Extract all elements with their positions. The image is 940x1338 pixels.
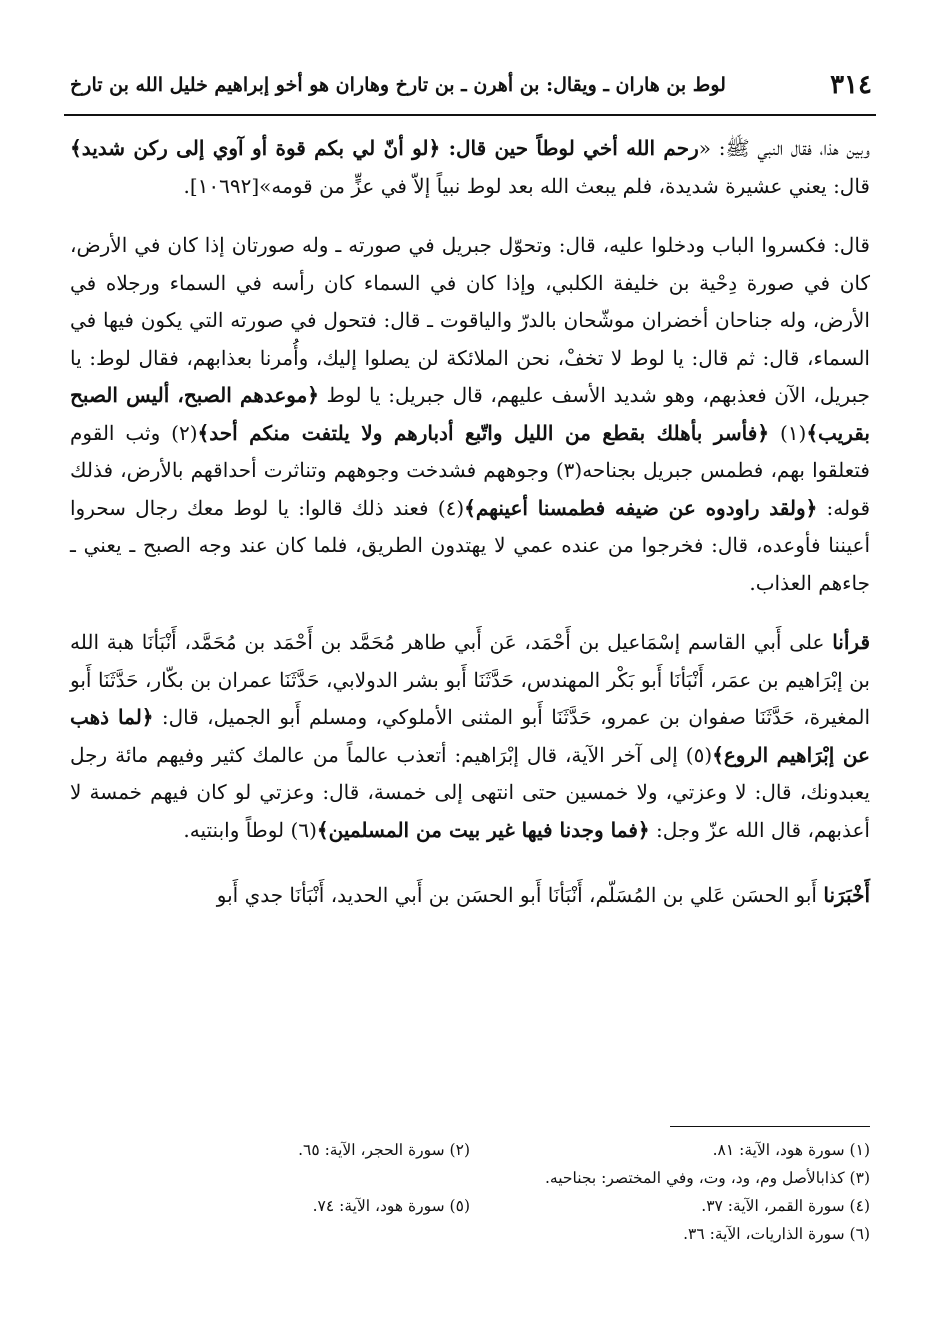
footnote-4: (٤) سورة القمر، الآية: ٣٧. [701,1197,870,1215]
header-rule [64,114,876,116]
quoted-phrase: قرأنا [832,630,870,654]
footnote-row [70,1220,870,1248]
quoted-phrase: ﴿ولقد راودوه عن ضيفه فطمسنا أعينهم﴾ [464,495,818,520]
text-run: (٥) إلى آخر الآية، قال إبْرَاهيم: أتعذب عالماً من عالمك كثير وفيهم مائة رجل يعبدونك، قال: لا وعزتي، ولا خمسين حتى انتهى إلى خمسة، قال: وعزتي لو كان فيهم خمسة لا أعذبهم، قال الله عزّ وجل: [70,742,870,842]
footnote-1: (١) سورة هود، الآية: ٨١. [712,1141,870,1159]
text-run: قال: يعني عشيرة شديدة، فلم يبعث الله بعد لوط نبياً إلاّ في عزٍّ من قومه»[١٠٦٩٢]. [183,173,870,198]
text-run: (٤) فعند ذلك قالوا: يا لوط معك رجال سحروا أعيننا فأوعده، قال: فخرجوا من عنده عمي لا يهتدون الطريق، فلما كان عند وجه الصبح ـ يعني ـ جاءهم العذاب. [70,495,870,595]
footnote-row [70,1192,870,1220]
main-text [70,130,870,937]
text-run: (٢) وثب القوم فتعلقوا بهم، فطمس جبريل بجناحه(٣) وجوههم فشدخت وجوههم وتناثرت أحداقهم بالأرض، فذلك قوله: [70,420,870,520]
footnote-row [70,1136,870,1164]
paragraph-3 [70,624,870,849]
footnote-row [70,1164,870,1192]
text-run: (١) [769,420,807,445]
quoted-phrase: رحم الله أخي لوطاً حين قال: ﴿لو أنّ لي بكم قوة أو آوي إلى ركن شديد﴾ [70,136,699,160]
text-run: على أَبي القاسم إسْمَاعيل بن أَحْمَد، عَن أَبي طاهر مُحَمَّد بن أَحْمَد بن مُحَمَّد، أَنْبَأنَا هبة الله بن إبْرَاهيم بن عمَر، أَنْبَأنَا أَبو بَكْر المهندس، حَدَّثَنَا أَبو بشر الدولابي، حَدَّثَنَا عمران بن بكّار، حَدَّثَنَا أَبو المغيرة، حَدَّثَنَا صفوان بن عمرو، حَدَّثَنَا أَبو المثنى الأملوكي، ومسلم أَبو الجميل، قال: [70,630,871,729]
footnote-5: (٥) سورة هود، الآية: ٧٤. [312,1197,470,1215]
footnote-3: (٣) كذابالأصل وم، ود، وت، وفي المختصر: بجناحيه. [545,1169,870,1187]
paragraph-1 [70,130,870,205]
footnote-2: (٢) سورة الحجر، الآية: ٦٥. [298,1141,470,1159]
text-run: قال: فكسروا الباب ودخلوا عليه، قال: وتحوّل جبريل في صورته ـ وله صورتان إذا كان في الأرض، كان في صورة دِحْية بن خليفة الكلبي، وإذا كان في السماء كان رأسه في السماء ورجلاه في الأرض، وله جناحان أخضران موشّحان بالدرّ والياقوت ـ قال: فتحول في صورته التي يكون فيها في السماء، قال: ثم قال: يا لوط لا تخفْ، نحن الملائكة لن يصلوا إليك، وأُمرنا بعذابهم، فقال لوط: يا جبريل، الآن فعذبهم، وهو شديد الأسف عليهم، قال جبريل: يا لوط [70,233,870,407]
page-header [70,60,872,110]
paragraph-2 [70,227,870,602]
quoted-phrase: ﴿فأسر بأهلك بقطع من الليل واتّبع أدبارهم ولا يلتفت منكم أحد﴾ [197,420,770,445]
quoted-phrase: أَخْبَرَنا [823,883,870,907]
text-run: أَبو الحسَن عَلي بن المُسَلّم، أَنْبَأنَا أَبو الحسَن بن أَبي الحديد، أَنْبَأنَا جدي أَبو [216,883,824,907]
paragraph-4 [70,877,870,915]
running-title: لوط بن هاران ـ ويقال: بن أهرن ـ بن تارخ وهاران هو أخو إبراهيم خليل الله بن تارخ [70,74,726,96]
text-run: وبين هذا، فقال النبي ﷺ: « [698,136,870,160]
footnote-rule [670,1126,870,1127]
page-number: ٣١٤ [830,70,872,100]
text-run: (٦) لوطاً وابنتيه. [183,817,317,842]
quoted-phrase: ﴿موعدهم الصبح، أليس الصبح بقريب﴾ [70,383,870,445]
footnote-6: (٦) سورة الذاريات، الآية: ٣٦. [683,1225,870,1243]
footnotes [70,1136,870,1248]
quoted-phrase: ﴿فما وجدنا فيها غير بيت من المسلمين﴾ [316,817,650,842]
quoted-phrase: ﴿لما ذهب عن إبْرَاهيم الروع﴾ [70,705,870,767]
